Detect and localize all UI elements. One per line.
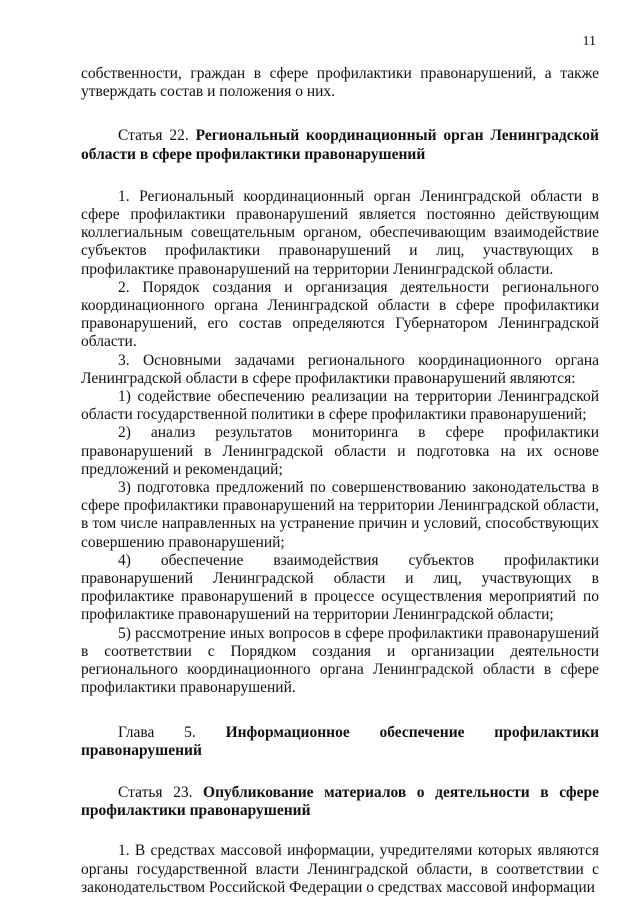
article-22-paragraph-3: 3. Основными задачами регионального координационного органа Ленинградской области в сфере профилактики правонарушений являются: [81,351,599,387]
intro-paragraph: собственности, граждан в сфере профилактики правонарушений, а также утверждать состав и положения о них. [81,65,599,101]
article-22-item-4: 4) обеспечение взаимодействия субъектов профилактики правонарушений Ленинградской области и лиц, участвующих в профилактике правонарушений в процессе осуществления мероприятий по профилактике правонарушений на территории Ленинградской области; [81,551,599,624]
article-23-title: Опубликование материалов о деятельности в сфере профилактики правонарушений [81,783,599,820]
article-22-item-2: 2) анализ результатов мониторинга в сфере профилактики правонарушений в Ленинградской области и подготовка на их основе предложений и рекомендаций; [81,424,599,478]
article-22-label: Статья 22. [118,127,189,145]
article-23-heading [81,784,599,820]
chapter-5-title: Информационное обеспечение профилактики правонарушений [81,723,600,759]
page-number: 11 [582,34,596,49]
article-22-item-1: 1) содействие обеспечению реализации на территории Ленинградской области государственной политики в сфере профилактики правонарушений; [81,388,599,424]
article-22-item-5: 5) рассмотрение иных вопросов в сфере профилактики правонарушений в соответствии с Порядком создания и организации деятельности регионального координационного органа Ленинградской области в сфере профилактики правонарушений. [81,624,599,697]
article-22-paragraph-1: 1. Региональный координационный орган Ленинградской области в сфере профилактики правонарушений является постоянно действующим коллегиальным совещательным органом, обеспечивающим взаимодействие субъектов профилактики правонарушений и лиц, участвующих в профилактике правонарушений на территории Ленинградской области. [81,187,599,278]
article-22-item-3: 3) подготовка предложений по совершенствованию законодательства в сфере профилактики правонарушений на территории Ленинградской области, в том числе направленных на устранение причин и условий, способствующих совершению правонарушений; [81,479,599,551]
chapter-5-label: Глава 5. [118,723,196,741]
article-23-label: Статья 23. [118,783,193,801]
article-22-title: Региональный координационный орган Ленинградской области в сфере профилактики правонарушений [81,127,599,163]
chapter-5-heading [81,724,599,760]
document-body [81,65,599,897]
article-23-paragraph-1: 1. В средствах массовой информации, учредителями которых являются органы государственной власти Ленинградской области, в соответствии с законодательством Российской Федерации о средствах массовой информации [81,842,599,896]
article-22-heading [81,127,599,163]
article-22-paragraph-2: 2. Порядок создания и организация деятельности регионального координационного органа Ленинградской области в сфере профилактики правонарушений, его состав определяются Губернатором Ленинградской области. [81,278,599,351]
